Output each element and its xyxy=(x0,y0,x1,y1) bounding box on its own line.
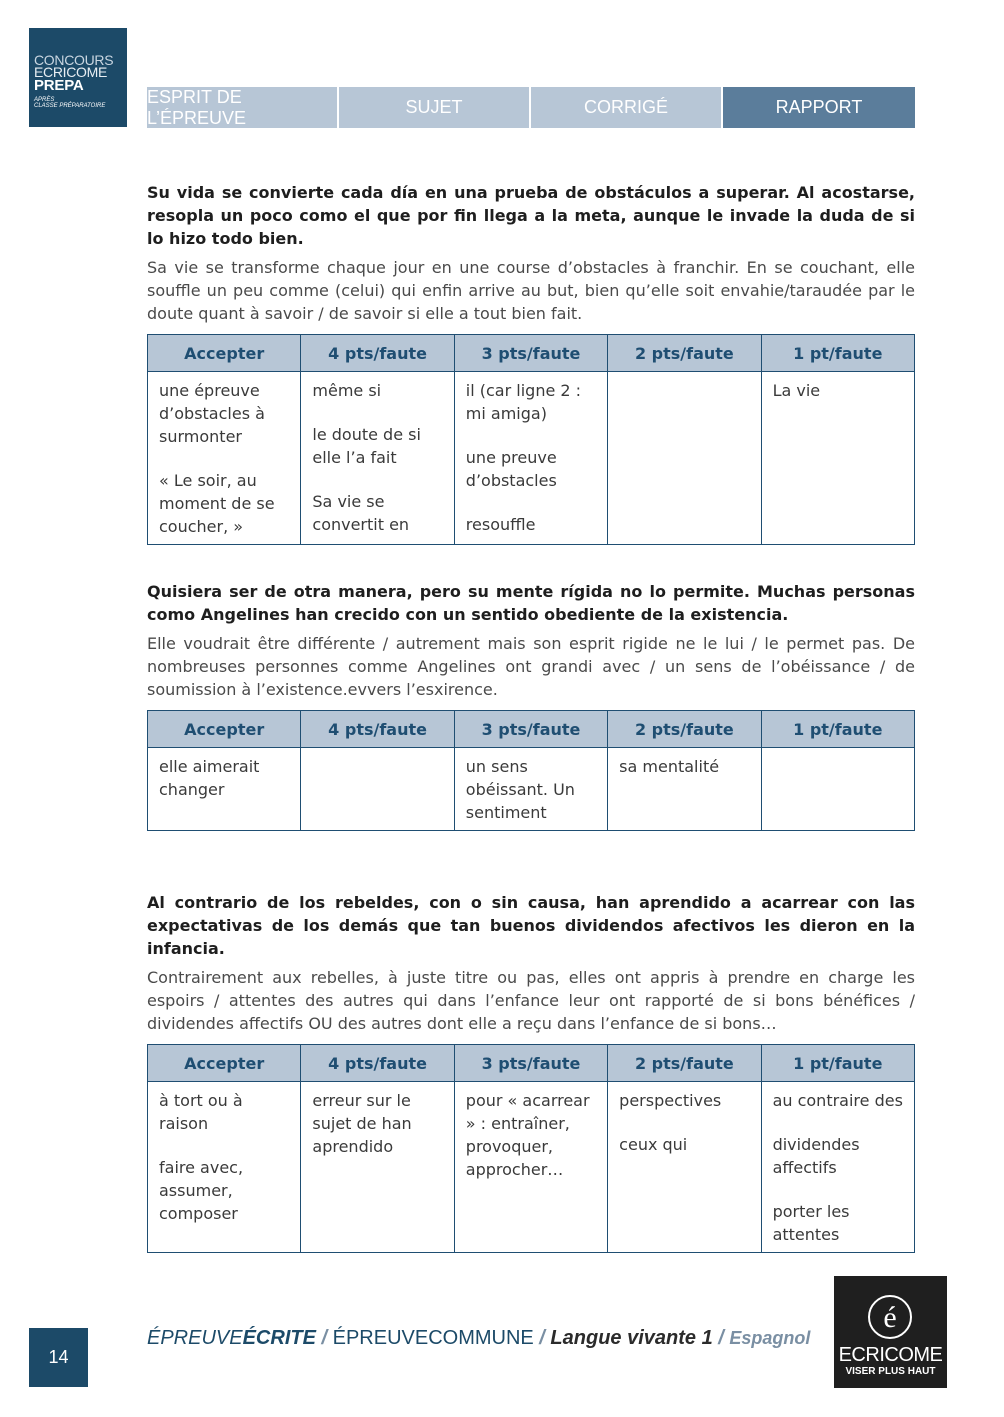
col-2pts: 2 pts/faute xyxy=(608,1045,761,1082)
ecricome-symbol: é xyxy=(883,1301,897,1334)
brand-tagline: VISER PLUS HAUT xyxy=(845,1366,936,1377)
col-4pts: 4 pts/faute xyxy=(301,711,454,748)
french-translation: Contrairement aux rebelles, à juste titre ou pas, elles ont appris à prendre en charge les espoirs / attentes des autres qui dans l’enfance leur ont rapporté de si bons bénéfices / dividendes affectifs OU des autres dont elle a reçu dans l’enfance de si bons… xyxy=(147,968,915,1033)
cell-1pt xyxy=(761,372,914,545)
logo-line-ecricome: ECRICOME xyxy=(34,64,108,80)
col-3pts: 3 pts/faute xyxy=(454,335,607,372)
cell-line: une épreuve d’obstacles à surmonter xyxy=(159,381,265,446)
cell-spacer xyxy=(773,1112,903,1133)
brand-name: ECRICOME xyxy=(838,1344,943,1366)
footer-separator: / xyxy=(533,1327,551,1349)
table-row xyxy=(148,748,915,831)
cell-accepter xyxy=(148,1082,301,1253)
col-4pts: 4 pts/faute xyxy=(301,1045,454,1082)
table-header-row xyxy=(148,335,915,372)
cell-3pts xyxy=(454,1082,607,1253)
cell-line: à tort ou à raison xyxy=(159,1091,243,1133)
col-accepter: Accepter xyxy=(148,1045,301,1082)
ecricome-brand-logo xyxy=(834,1276,947,1388)
col-4pts: 4 pts/faute xyxy=(301,335,454,372)
col-2pts: 2 pts/faute xyxy=(608,335,761,372)
translation-section-2 xyxy=(147,580,915,831)
cell-spacer xyxy=(773,1179,903,1200)
col-1pt: 1 pt/faute xyxy=(761,711,914,748)
cell-line: erreur sur le sujet de han aprendido xyxy=(312,1091,412,1156)
footer-separator: / xyxy=(712,1327,730,1349)
footer-epreuve: ÉPREUVE xyxy=(147,1327,243,1349)
spanish-sentence: Quisiera ser de otra manera, pero su mente rígida no lo permite. Muchas personas como Angelines han crecido con un sentido obediente de la existencia. xyxy=(147,582,915,624)
cell-line: faire avec, assumer, composer xyxy=(159,1158,244,1223)
cell-3pts xyxy=(454,372,607,545)
col-3pts: 3 pts/faute xyxy=(454,711,607,748)
table-row xyxy=(148,1082,915,1253)
footer-separator: / xyxy=(315,1327,333,1349)
cell-1pt xyxy=(761,748,914,831)
ecricome-e-icon xyxy=(834,1276,947,1346)
cell-1pt xyxy=(761,1082,914,1253)
cell-2pts xyxy=(608,372,761,545)
cell-line: le doute de si elle l’a fait xyxy=(312,425,421,467)
logo-line-apres: APRÈS xyxy=(34,97,55,103)
french-translation: Elle voudrait être différente / autrement mais son esprit rigide ne le lui / le permet pas. De nombreuses personnes comme Angelines ont grandi avec / un sens de l’obéissance / de soumission à l’existence.evvers l’esxirence. xyxy=(147,634,915,699)
cell-2pts xyxy=(608,1082,761,1253)
concours-logo xyxy=(29,28,127,127)
col-2pts: 2 pts/faute xyxy=(608,711,761,748)
footer-title xyxy=(147,1327,810,1350)
cell-line: une preuve d’obstacles xyxy=(465,448,557,490)
col-accepter: Accepter xyxy=(148,711,301,748)
cell-line: dividendes affectifs xyxy=(772,1135,860,1177)
grading-table xyxy=(147,1044,915,1253)
cell-spacer xyxy=(466,492,596,513)
cell-line: porter les attentes xyxy=(772,1202,850,1244)
logo-line-classe: CLASSE PRÉPARATOIRE xyxy=(34,103,106,109)
translation-section-1 xyxy=(147,181,915,545)
tab-esprit[interactable]: ESPRIT DE L’ÉPREUVE xyxy=(147,87,337,128)
cell-line: « Le soir, au moment de se coucher, » xyxy=(159,471,275,536)
cell-spacer xyxy=(312,469,442,490)
french-translation: Sa vie se transforme chaque jour en une course d’obstacles à franchir. En se couchant, elle souffle un peu comme (celui) qui enfin arrive au but, bien qu’elle soit envahie/taraudée par le doute quant à savoir / de savoir si elle a tout bien fait. xyxy=(147,258,915,323)
tab-corrige[interactable]: CORRIGÉ xyxy=(531,87,721,128)
cell-line: même si xyxy=(312,381,382,400)
footer-ecrite: ÉCRITE xyxy=(242,1327,316,1349)
cell-line: au contraire des xyxy=(772,1091,903,1110)
col-3pts: 3 pts/faute xyxy=(454,1045,607,1082)
footer-commune: COMMUNE xyxy=(428,1327,534,1349)
spanish-sentence: Su vida se convierte cada día en una prueba de obstáculos a superar. Al acostarse, resopla un poco como el que por fin llega a la meta, aunque le invade la duda de si lo hizo todo bien. xyxy=(147,183,915,248)
cell-4pts xyxy=(301,1082,454,1253)
cell-4pts xyxy=(301,748,454,831)
col-1pt: 1 pt/faute xyxy=(761,1045,914,1082)
cell-spacer xyxy=(466,425,596,446)
grading-table xyxy=(147,334,915,545)
logo-line-concours: CONCOURS xyxy=(34,52,114,68)
cell-line: il (car ligne 2 : mi amiga) xyxy=(465,381,582,423)
tab-rapport[interactable]: RAPPORT xyxy=(723,87,915,128)
cell-2pts xyxy=(608,748,761,831)
table-header-row xyxy=(148,711,915,748)
cell-spacer xyxy=(312,402,442,423)
cell-4pts xyxy=(301,372,454,545)
spanish-sentence: Al contrario de los rebeldes, con o sin causa, han aprendido a acarrear con las expectativas de los demás que tan buenos dividendos afectivos les dieron en la infancia. xyxy=(147,893,915,958)
page-number: 14 xyxy=(29,1328,88,1387)
logo-line-prepa: PREPA xyxy=(34,77,84,94)
cell-line: ceux qui xyxy=(619,1135,688,1154)
footer-langue: Langue vivante 1 xyxy=(550,1327,713,1349)
cell-3pts xyxy=(454,748,607,831)
cell-line: sa mentalité xyxy=(619,757,720,776)
translation-section-3 xyxy=(147,891,915,1253)
col-accepter: Accepter xyxy=(148,335,301,372)
section-tabs xyxy=(147,87,915,128)
cell-accepter xyxy=(148,748,301,831)
cell-accepter xyxy=(148,372,301,545)
cell-spacer xyxy=(159,448,289,469)
cell-line: elle aimerait changer xyxy=(159,757,260,799)
table-header-row xyxy=(148,1045,915,1082)
table-row xyxy=(148,372,915,545)
cell-line: Sa vie se convertit en xyxy=(312,492,410,534)
cell-line: un sens obéissant. Un sentiment xyxy=(465,757,575,822)
col-1pt: 1 pt/faute xyxy=(761,335,914,372)
cell-line: resouffle xyxy=(465,515,536,534)
footer-espagnol: Espagnol xyxy=(729,1328,811,1348)
cell-line: pour « acarrear » : entraîner, provoquer, approcher… xyxy=(465,1091,590,1179)
tab-sujet[interactable]: SUJET xyxy=(339,87,529,128)
cell-spacer xyxy=(619,1112,749,1133)
cell-spacer xyxy=(159,1135,289,1156)
grading-table xyxy=(147,710,915,831)
cell-line: La vie xyxy=(772,381,821,400)
cell-line: perspectives xyxy=(619,1091,722,1110)
footer-epreuve-2: ÉPREUVE xyxy=(332,1327,429,1349)
